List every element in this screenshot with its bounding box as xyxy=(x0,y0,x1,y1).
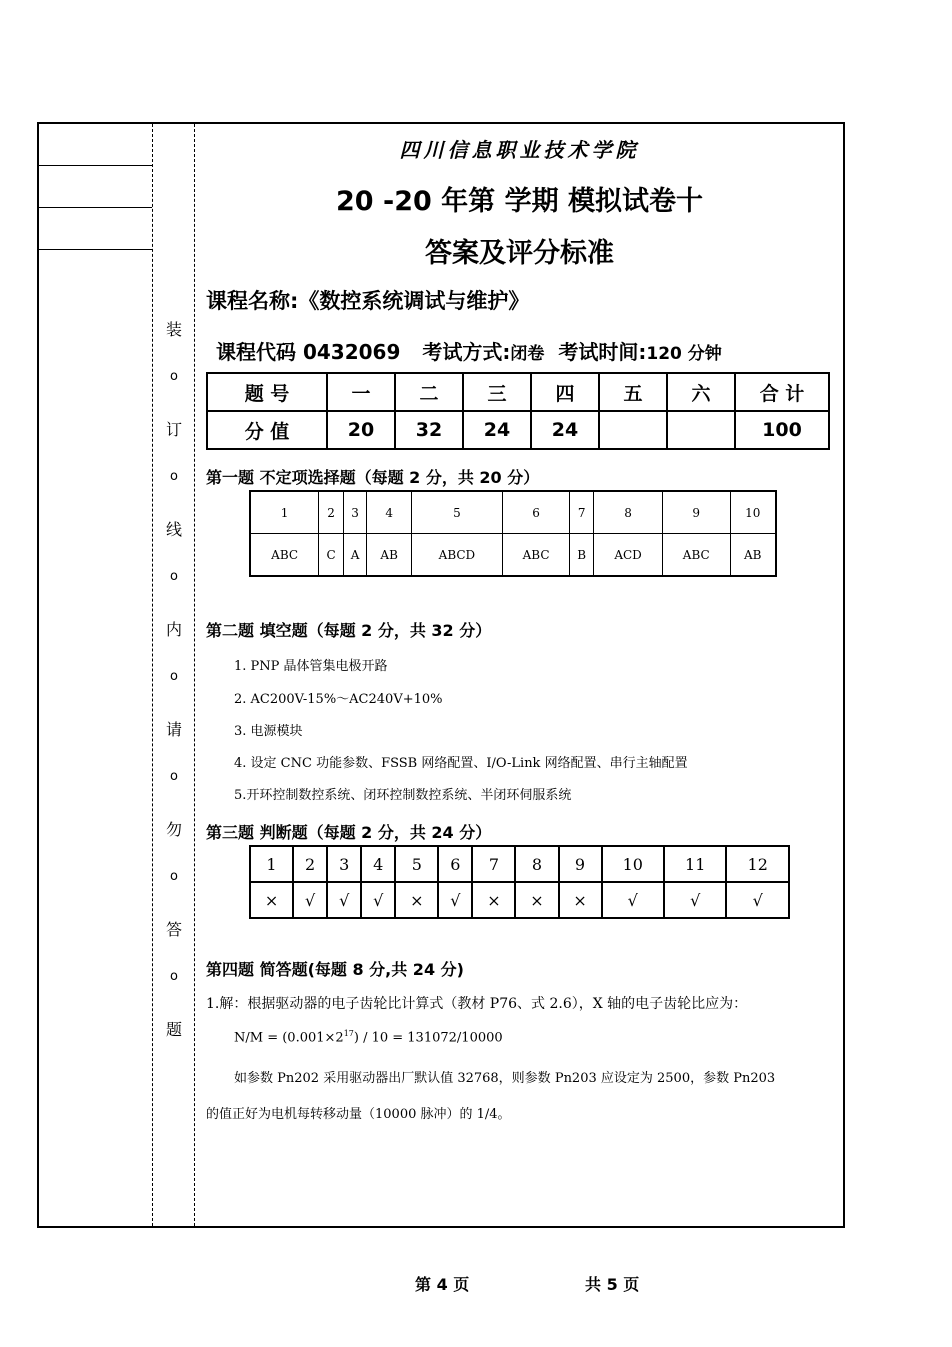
table-cell: × xyxy=(559,882,602,918)
table-cell: 7 xyxy=(472,846,515,882)
page-total: 共 5 页 xyxy=(585,1275,640,1294)
section1-title: 第一题 不定项选择题（每题 2 分，共 20 分） xyxy=(206,468,540,487)
judgement-answer-table xyxy=(249,845,790,919)
table-cell: 3 xyxy=(343,491,366,534)
exam-time-label: 考试时间: xyxy=(558,340,647,364)
answer-line-4: 的值正好为电机每转移动量（10000 脉冲）的 1/4。 xyxy=(206,1107,511,1122)
page-number: 第 4 页 xyxy=(415,1275,470,1294)
binding-char: o xyxy=(170,969,178,984)
fill-answer-3: 3. 电源模块 xyxy=(234,724,303,739)
table-cell: × xyxy=(250,882,293,918)
school-name: 四川信息职业技术学院 xyxy=(399,138,640,162)
score-table xyxy=(206,372,830,450)
table-cell: 六 xyxy=(667,373,735,411)
side-box-3 xyxy=(39,208,152,250)
choice-answer-row xyxy=(250,534,776,577)
table-cell: √ xyxy=(293,882,327,918)
table-cell: × xyxy=(515,882,558,918)
table-cell: 二 xyxy=(395,373,463,411)
binding-line-right xyxy=(194,124,195,1226)
fill-answer-2: 2. AC200V-15%～AC240V+10% xyxy=(234,692,443,707)
table-cell: 3 xyxy=(327,846,361,882)
table-cell: 1 xyxy=(250,846,293,882)
fill-answer-1: 1. PNP 晶体管集电极开路 xyxy=(234,659,388,674)
binding-char: 线 xyxy=(165,520,182,539)
table-cell: 11 xyxy=(664,846,726,882)
table-cell: √ xyxy=(438,882,472,918)
table-cell: 题 号 xyxy=(207,373,327,411)
table-cell: 9 xyxy=(559,846,602,882)
table-cell: ABC xyxy=(502,534,570,577)
table-cell: 4 xyxy=(367,491,412,534)
section3-title: 第三题 判断题（每题 2 分，共 24 分） xyxy=(206,823,492,842)
table-cell: × xyxy=(472,882,515,918)
binding-char: 装 xyxy=(165,320,182,339)
binding-char: o xyxy=(170,769,178,784)
table-cell: 一 xyxy=(327,373,395,411)
table-cell: 5 xyxy=(395,846,438,882)
binding-char: 勿 xyxy=(165,820,182,839)
table-cell: 6 xyxy=(502,491,570,534)
answer-line-1: 1.解：根据驱动器的电子齿轮比计算式（教材 P76、式 2.6），X 轴的电子齿轮比应为： xyxy=(206,996,748,1012)
score-value-row xyxy=(207,411,829,449)
table-cell: 分 值 xyxy=(207,411,327,449)
judgement-answer-row xyxy=(250,882,789,918)
binding-char: o xyxy=(170,569,178,584)
table-cell: 24 xyxy=(463,411,531,449)
exam-time: 120 分钟 xyxy=(646,344,722,364)
side-box-1 xyxy=(39,124,152,166)
table-cell: ACD xyxy=(594,534,663,577)
section2-title: 第二题 填空题（每题 2 分，共 32 分） xyxy=(206,621,492,640)
table-cell: A xyxy=(343,534,366,577)
formula-line xyxy=(234,1029,503,1045)
table-cell: 9 xyxy=(663,491,731,534)
table-cell: 8 xyxy=(594,491,663,534)
binding-char: 请 xyxy=(165,720,182,739)
table-cell: √ xyxy=(602,882,664,918)
judgement-number-row xyxy=(250,846,789,882)
table-cell: √ xyxy=(361,882,395,918)
table-cell: √ xyxy=(726,882,789,918)
binding-char: o xyxy=(170,869,178,884)
formula-part: ) / 10 = 131072/10000 xyxy=(353,1030,503,1046)
binding-strip xyxy=(154,124,194,1226)
table-cell: AB xyxy=(367,534,412,577)
binding-char: 内 xyxy=(165,620,182,639)
exam-mode: 闭卷 xyxy=(510,344,545,364)
table-cell: AB xyxy=(730,534,776,577)
table-cell: 2 xyxy=(293,846,327,882)
formula-exponent: 17 xyxy=(343,1029,354,1038)
course-info xyxy=(216,336,722,365)
exam-frame xyxy=(37,122,845,1228)
binding-char: 订 xyxy=(165,420,182,439)
binding-char: o xyxy=(170,369,178,384)
table-cell: 1 xyxy=(250,491,319,534)
table-cell: 合 计 xyxy=(735,373,829,411)
table-cell: 24 xyxy=(531,411,599,449)
exam-mode-label: 考试方式: xyxy=(422,340,511,364)
table-cell: 8 xyxy=(515,846,558,882)
choice-answer-table xyxy=(249,490,777,577)
table-cell: 10 xyxy=(730,491,776,534)
table-cell: √ xyxy=(664,882,726,918)
table-cell: 4 xyxy=(361,846,395,882)
answer-line-3: 如参数 Pn202 采用驱动器出厂默认值 32768，则参数 Pn203 应设定为 2500，参数 Pn203 xyxy=(234,1071,776,1086)
binding-char: 题 xyxy=(165,1020,182,1039)
course-name: 课程名称:《数控系统调试与维护》 xyxy=(206,289,530,313)
course-code: 课程代码 0432069 xyxy=(216,340,401,364)
exam-subtitle: 答案及评分标准 xyxy=(425,238,614,269)
table-cell: ABC xyxy=(663,534,731,577)
table-cell: 6 xyxy=(438,846,472,882)
binding-char: o xyxy=(170,469,178,484)
binding-char: 答 xyxy=(165,920,182,939)
fill-answer-5: 5.开环控制数控系统、闭环控制数控系统、半闭环伺服系统 xyxy=(234,788,572,803)
fill-answer-4: 4. 设定 CNC 功能参数、FSSB 网络配置、I/O-Link 网络配置、串行主轴配置 xyxy=(234,756,688,771)
table-cell: √ xyxy=(327,882,361,918)
side-box-2 xyxy=(39,166,152,208)
binding-line-left xyxy=(152,124,153,1226)
table-cell: 三 xyxy=(463,373,531,411)
table-cell: 100 xyxy=(735,411,829,449)
table-cell: 12 xyxy=(726,846,789,882)
table-cell: 五 xyxy=(599,373,667,411)
table-cell: 7 xyxy=(570,491,594,534)
table-cell: 10 xyxy=(602,846,664,882)
table-cell: 5 xyxy=(412,491,503,534)
table-cell: 20 xyxy=(327,411,395,449)
exam-content xyxy=(196,124,843,1226)
table-cell: × xyxy=(395,882,438,918)
table-cell: B xyxy=(570,534,594,577)
exam-title: 20 -20 年第 学期 模拟试卷十 xyxy=(336,186,703,217)
table-cell xyxy=(667,411,735,449)
section4-title: 第四题 简答题(每题 8 分,共 24 分) xyxy=(206,960,464,979)
choice-number-row xyxy=(250,491,776,534)
table-cell: ABC xyxy=(250,534,319,577)
table-cell: 四 xyxy=(531,373,599,411)
formula-part: N/M = (0.001×2 xyxy=(234,1030,344,1046)
table-cell: 2 xyxy=(319,491,344,534)
score-header-row xyxy=(207,373,829,411)
binding-char: o xyxy=(170,669,178,684)
table-cell: C xyxy=(319,534,344,577)
table-cell xyxy=(599,411,667,449)
table-cell: ABCD xyxy=(412,534,503,577)
table-cell: 32 xyxy=(395,411,463,449)
